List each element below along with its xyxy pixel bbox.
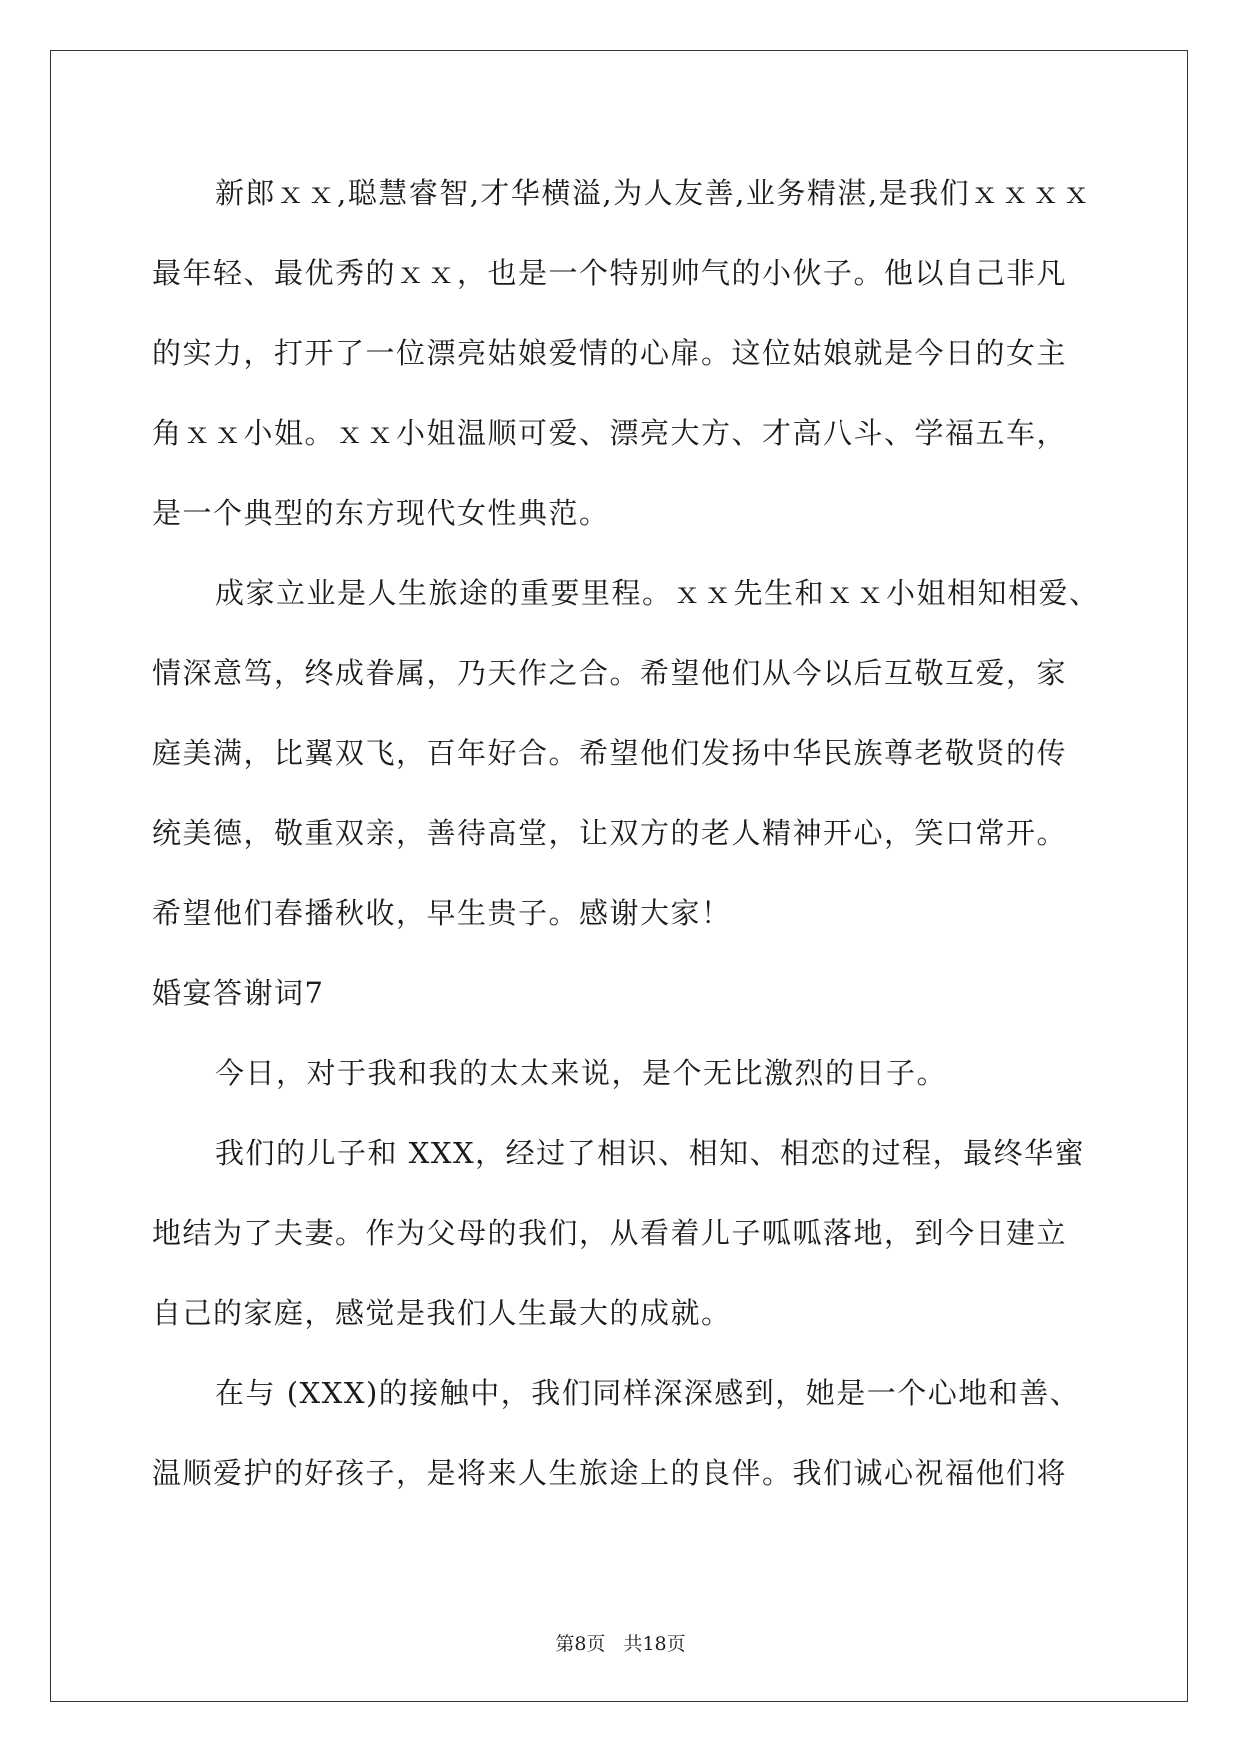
paragraph-line: 是一个典型的东方现代女性典范。: [152, 496, 610, 530]
section-heading: 婚宴答谢词7: [152, 976, 325, 1010]
paragraph-line: 希望他们春播秋收，早生贵子。感谢大家！: [152, 896, 732, 930]
paragraph-line: 的实力，打开了一位漂亮姑娘爱情的心扉。这位姑娘就是今日的女主: [152, 336, 1068, 370]
paragraph-line: 成家立业是人生旅途的重要里程。ｘｘ先生和ｘｘ小姐相知相爱、: [215, 576, 1100, 610]
page-footer: [0, 1632, 1241, 1656]
paragraph-line: 角ｘｘ小姐。ｘｘ小姐温顺可爱、漂亮大方、才高八斗、学福五车，: [152, 416, 1068, 450]
paragraph-line: 今日，对于我和我的太太来说，是个无比激烈的日子。: [215, 1056, 948, 1090]
paragraph-line: 在与 (XXX)的接触中，我们同样深深感到，她是一个心地和善、: [215, 1376, 1081, 1410]
paragraph-line: 新郎ｘｘ,聪慧睿智,才华横溢,为人友善,业务精湛,是我们ｘｘｘｘ: [215, 176, 1093, 210]
paragraph-line: 地结为了夫妻。作为父母的我们，从看着儿子呱呱落地，到今日建立: [152, 1216, 1068, 1250]
paragraph-line: 我们的儿子和 XXX，经过了相识、相知、相恋的过程，最终华蜜: [215, 1136, 1086, 1170]
paragraph-line: 情深意笃，终成眷属，乃天作之合。希望他们从今以后互敬互爱，家: [152, 656, 1068, 690]
paragraph-line: 自己的家庭，感觉是我们人生最大的成就。: [152, 1296, 732, 1330]
paragraph-line: 统美德，敬重双亲，善待高堂，让双方的老人精神开心，笑口常开。: [152, 816, 1068, 850]
page-number: 第8页: [555, 1633, 606, 1655]
page-total: 共18页: [623, 1633, 686, 1655]
paragraph-line: 温顺爱护的好孩子，是将来人生旅途上的良伴。我们诚心祝福他们将: [152, 1456, 1068, 1490]
paragraph-line: 最年轻、最优秀的ｘｘ，也是一个特别帅气的小伙子。他以自己非凡: [152, 256, 1068, 290]
paragraph-line: 庭美满，比翼双飞，百年好合。希望他们发扬中华民族尊老敬贤的传: [152, 736, 1068, 770]
